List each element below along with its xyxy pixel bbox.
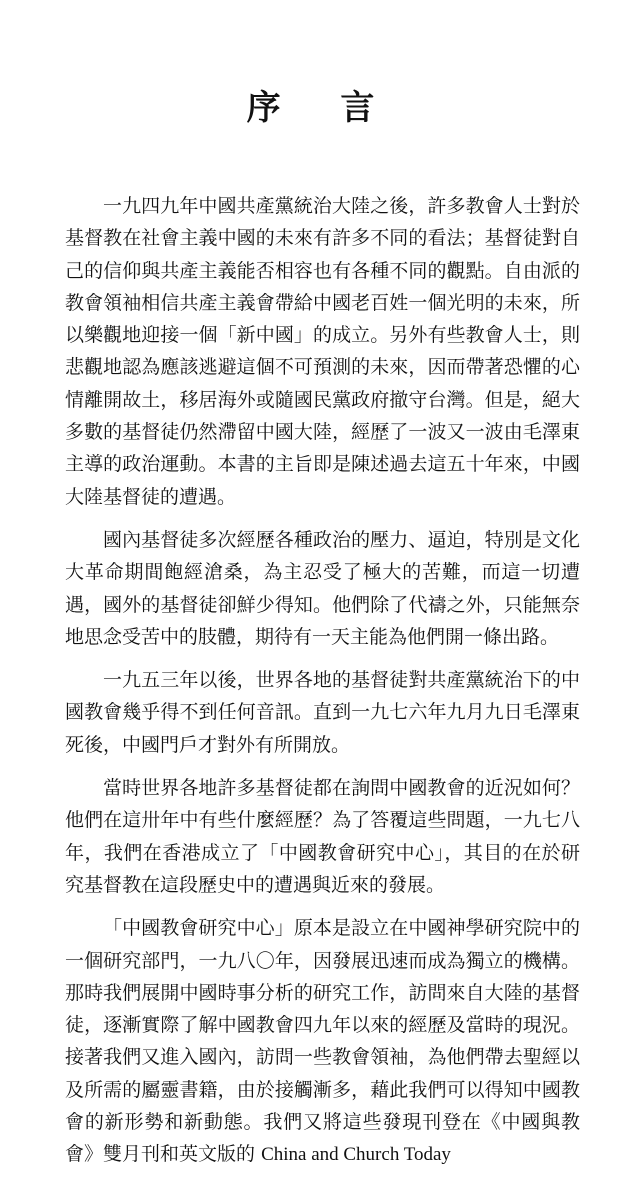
body-text xyxy=(65,190,580,1183)
paragraph-5-text: 「中國教會研究中心」原本是設立在中國神學研究院中的一個研究部門，一九八〇年，因發展迅速而成為獨立的機構。那時我們展開中國時事分析的研究工作，訪問來自大陸的基督徒，逐漸實際了解中國教會四九年以來的經歷及當時的現況。接著我們又進入國內，訪問一些教會領袖，為他們帶去聖經以及所需的屬靈書籍，由於接觸漸多，藉此我們可以得知中國教會的新形勢和新動態。我們又將這些發現刊登在《中國與教會》雙月刊和英文版的 xyxy=(65,917,580,1166)
paragraph-1: 一九四九年中國共產黨統治大陸之後，許多教會人士對於基督教在社會主義中國的未來有許多不同的看法；基督徒對自己的信仰與共產主義能否相容也有各種不同的觀點。自由派的教會領袖相信共產主義會帶給中國老百姓一個光明的未來，所以樂觀地迎接一個「新中國」的成立。另外有些教會人士，則悲觀地認為應該逃避這個不可預測的未來，因而帶著恐懼的心情離開故土，移居海外或隨國民黨政府撤守台灣。但是，絕大多數的基督徒仍然滯留中國大陸，經歷了一波又一波由毛澤東主導的政治運動。本書的主旨即是陳述過去這五十年來，中國大陸基督徒的遭遇。 xyxy=(65,195,580,508)
paragraph-3: 一九五三年以後，世界各地的基督徒對共產黨統治下的中國教會幾乎得不到任何音訊。直到一九七六年九月九日毛澤東死後，中國門戶才對外有所開放。 xyxy=(65,669,580,756)
paragraph-2: 國內基督徒多次經歷各種政治的壓力、逼迫，特別是文化大革命期間飽經滄桑，為主忍受了極大的苦難，而這一切遭遇，國外的基督徒卻鮮少得知。他們除了代禱之外，只能無奈地思念受苦中的肢體，期待有一天主能為他們開一條出路。 xyxy=(65,528,580,648)
journal-name-english: China and Church Today xyxy=(261,1144,451,1166)
paragraph-5 xyxy=(65,912,580,1171)
paragraph-4: 當時世界各地許多基督徒都在詢問中國教會的近況如何？他們在這卅年中有些什麼經歷？為了答覆這些問題，一九七八年，我們在香港成立了「中國教會研究中心」，其目的在於研究基督教在這段歷史中的遭遇與近來的發展。 xyxy=(65,777,580,896)
page-title: 序 言 xyxy=(246,88,399,128)
